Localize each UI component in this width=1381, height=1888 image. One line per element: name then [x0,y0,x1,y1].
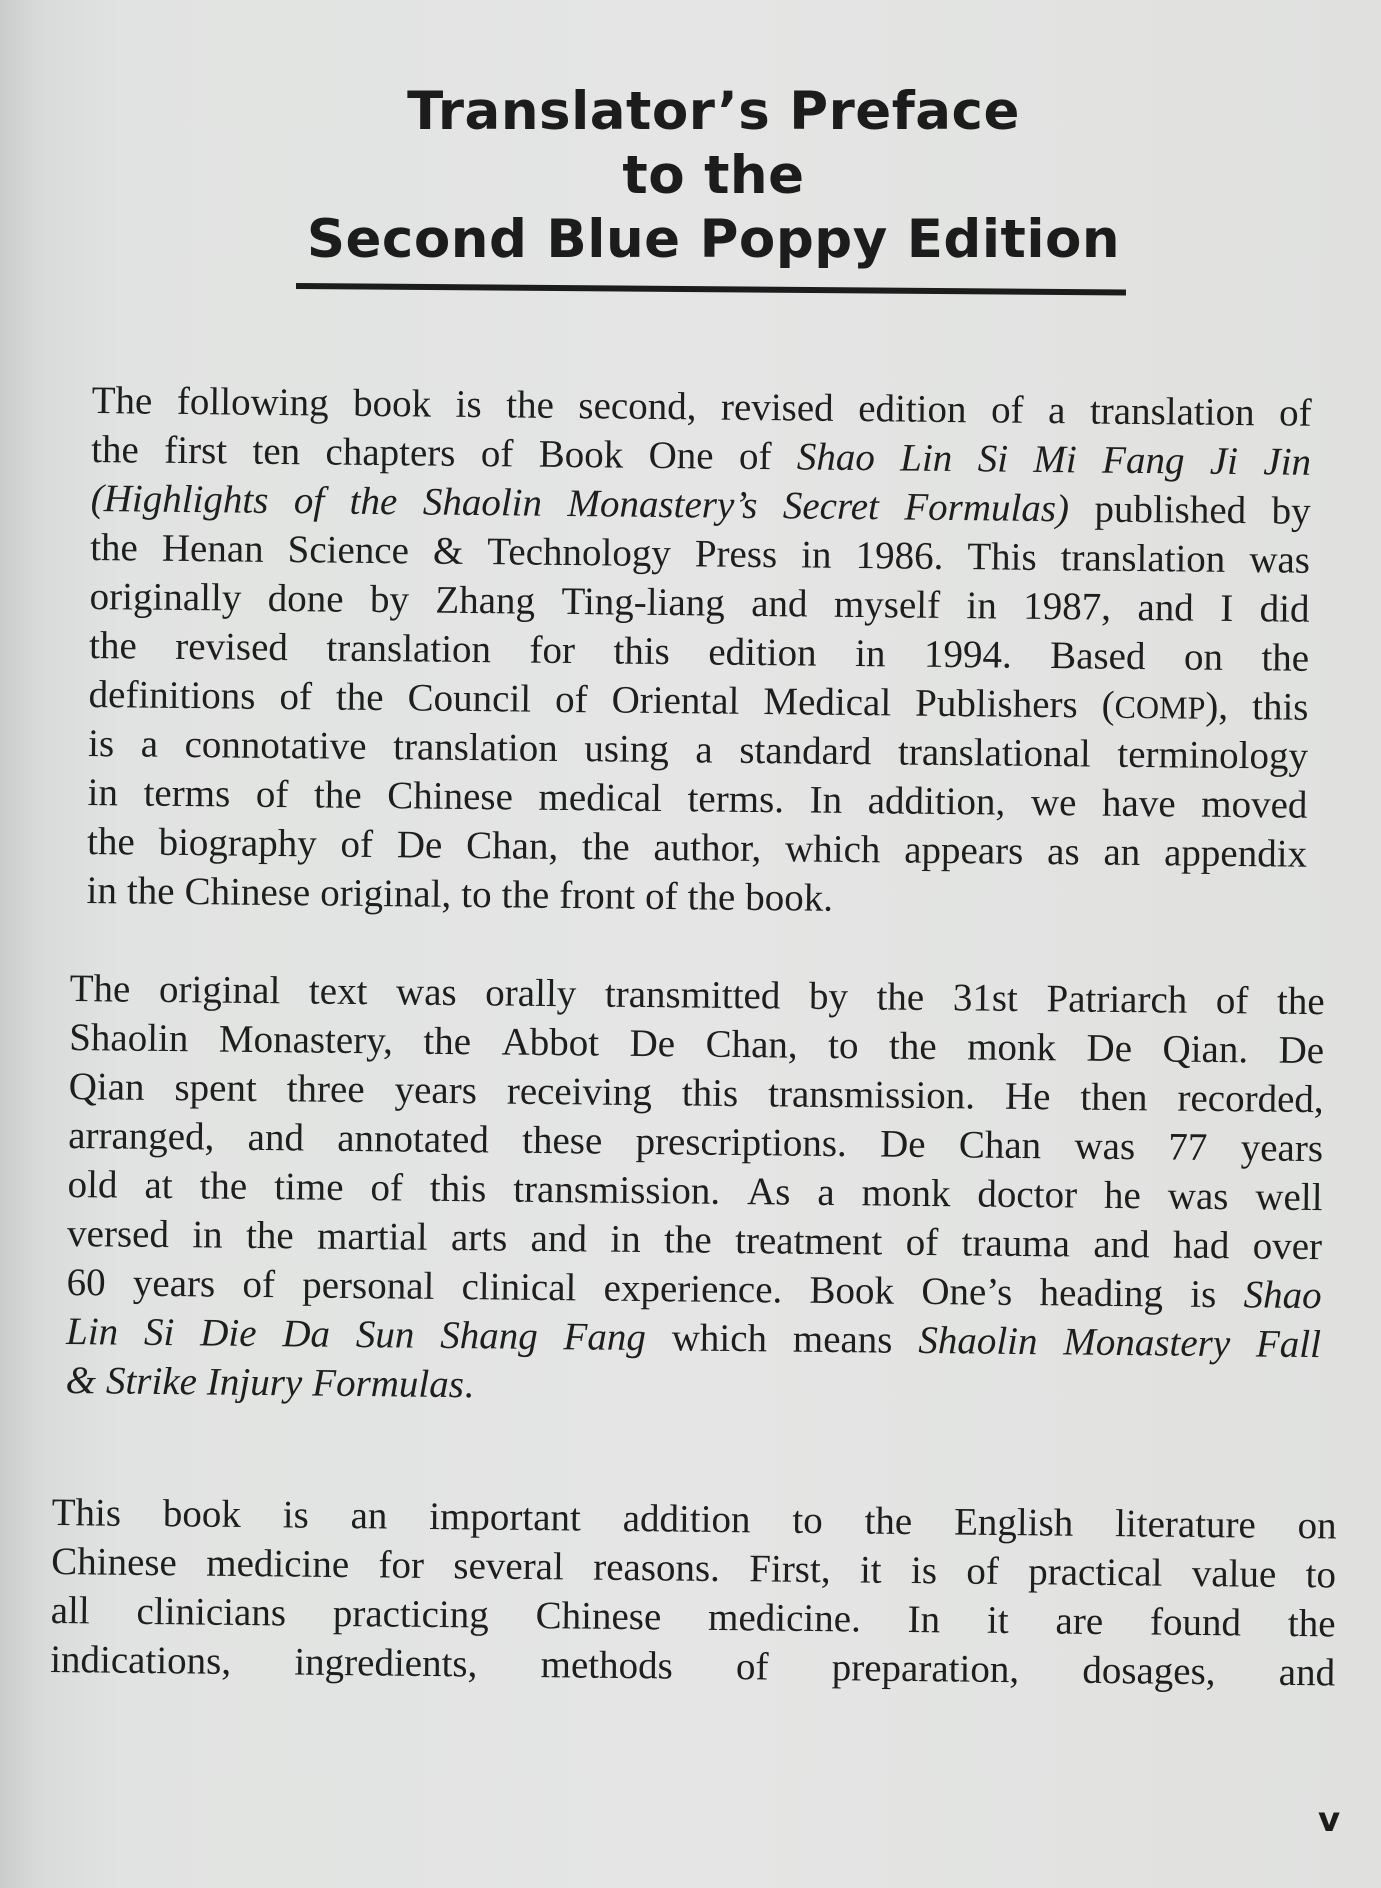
text-line: originally done by Zhang Ting-liang and myself in 1987, and I did [89,574,1310,631]
text-line: The following book is the second, revised edition of a translation of [91,378,1312,435]
paragraph-2 [65,964,1325,1418]
title-underline-rule [296,283,1126,296]
text-line: the biography of De Chan, the author, which appears as an appendix [86,819,1308,876]
text-line: The original text was orally transmitted by the 31st Patriarch of the [69,966,1325,1024]
text-line: Lin Si Die Da Sun Shang Fang which means Shaolin Monastery Fall [65,1309,1322,1367]
text-line: Qian spent three years receiving this transmission. He then recorded, [68,1064,1324,1122]
paragraph-1 [86,376,1312,928]
text-line: the revised translation for this edition in 1994. Based on the [88,623,1310,680]
text-line: the Henan Science & Technology Press in 1986. This translation was [89,525,1311,582]
text-line: is a connotative translation using a standard translational terminology [87,721,1309,778]
title-line-2: to the [622,145,805,206]
text-line: (Highlights of the Shaolin Monastery’s Secret Formulas) published by [90,476,1311,533]
text-line: versed in the martial arts and in the treatment of trauma and had over [66,1211,1323,1269]
paragraph-3 [50,1488,1337,1697]
text-line: in the Chinese original, to the front of the book. [86,868,834,920]
text-line: 60 years of personal clinical experience. Book One’s heading is Shao [66,1260,1322,1318]
text-line: Shaolin Monastery, the Abbot De Chan, to the monk De Qian. De [69,1015,1325,1073]
text-line: in terms of the Chinese medical terms. In addition, we have moved [87,770,1308,827]
text-line: Chinese medicine for several reasons. First, it is of practical value to [51,1539,1337,1597]
text-line: & Strike Injury Formulas. [65,1358,474,1407]
title-line-1: Translator’s Preface [407,81,1020,142]
text-line: definitions of the Council of Oriental Medical Publishers (COMP), this [88,672,1309,729]
page-title [296,80,1131,272]
text-line: indications, ingredients, methods of preparation, dosages, and [49,1637,1336,1695]
text-line: all clinicians practicing Chinese medicine. In it are found the [50,1588,1336,1646]
text-line: arranged, and annotated these prescriptions. De Chan was 77 years [67,1113,1324,1171]
text-line: old at the time of this transmission. As a monk doctor he was well [67,1162,1323,1220]
text-line: This book is an important addition to the English literature on [51,1490,1337,1548]
text-line: the first ten chapters of Book One of Shao Lin Si Mi Fang Ji Jin [91,427,1312,484]
title-line-3: Second Blue Poppy Edition [306,209,1121,270]
page-number: v [1318,1800,1341,1840]
